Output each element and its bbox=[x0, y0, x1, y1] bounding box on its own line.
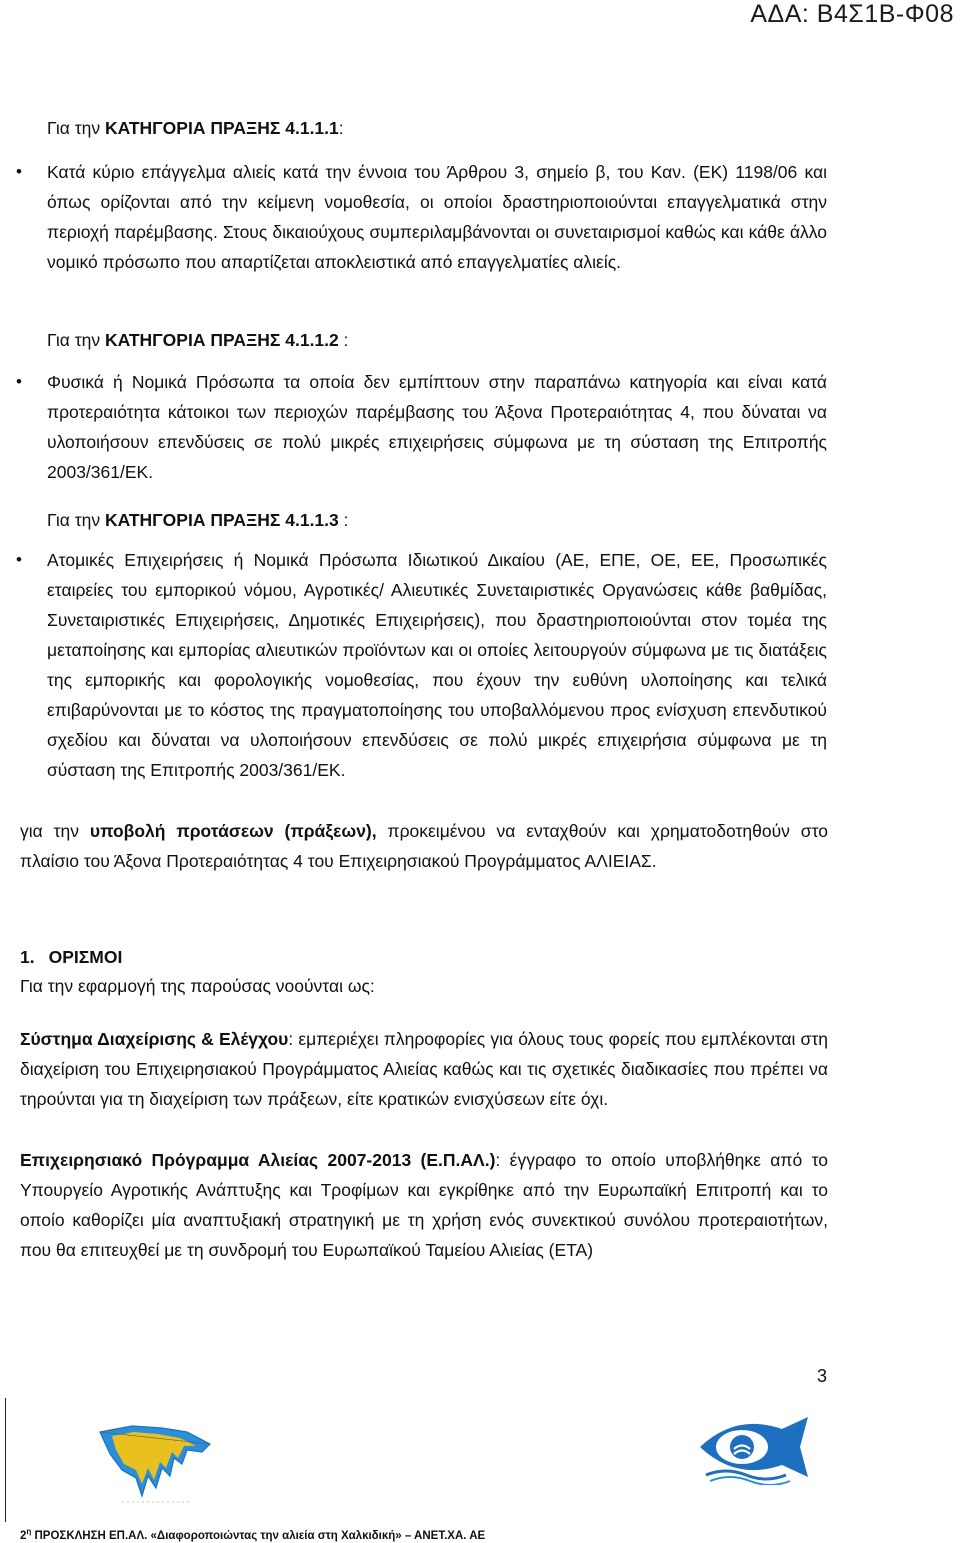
category-text-3: Ατομικές Επιχειρήσεις ή Νομικά Πρόσωπα Ιδιωτικού Δικαίου (ΑΕ, ΕΠΕ, ΟΕ, ΕΕ, Προσωπικές εταιρείες του εμπορικού νόμου, Αγροτικές/ Αλιευτικές Συνεταιριστικές Οργανώσεις κάθε βαθμίδας, Συνεταιριστικές Επιχειρήσεις, Δημοτικές Επιχειρήσεις), που δραστηριοποιούνται στον τομέα της μεταποίησης και εμπορίας αλιευτικών προϊόντων και οι οποίες λειτουργούν σύμφωνα με τις διατάξεις της εμπορικής και φορολογικής νομοθεσίας, που έχουν την ευθύνη υλοποίησης και τελικά επιβαρύνονται με το κόστος της πραγματοποίησης του υποβαλλόμενου προς ενίσχυση επενδυτικού σχεδίου και δύναται να υλοποιήσουν επενδύσεις σε πολύ μικρές επιχειρήσια σύμφωνα με τη σύσταση της Επιτροπής 2003/361/ΕΚ. bbox=[47, 550, 827, 780]
page-number: 3 bbox=[816, 1366, 827, 1386]
bullet-1: • bbox=[16, 162, 22, 181]
chalkidiki-map-logo bbox=[92, 1392, 222, 1522]
category-heading-3: Για την ΚΑΤΗΓΟΡΙΑ ΠΡΑΞΗΣ 4.1.1.3 : bbox=[47, 510, 349, 530]
section-title: 1. ΟΡΙΣΜΟΙ bbox=[20, 947, 123, 967]
bullet-2: • bbox=[16, 372, 22, 391]
category-heading-2: Για την ΚΑΤΗΓΟΡΙΑ ΠΡΑΞΗΣ 4.1.1.2 : bbox=[47, 330, 349, 350]
footer-text: $2^\eta$ ΠΡΟΣΚΛΗΣΗ ΕΠ.ΑΛ. «Διαφοροποιώντας την αλιεία στη Χαλκιδική» – ΑΝΕΤ.ΧΑ. ΑΕ bbox=[20, 1527, 486, 1542]
section-intro: Για την εφαρμογή της παρούσας νοούνται ως: bbox=[20, 976, 375, 996]
footer-vertical-rule bbox=[5, 1398, 6, 1522]
proposal-paragraph: για την υποβολή προτάσεων (πράξεων), προκειμένου να ενταχθούν και χρηματοδοτηθούν στο πλαίσιο του Άξονα Προτεραιότητας 4 του Επιχειρησιακού Προγράμματος ΑΛΙΕΙΑΣ. bbox=[20, 821, 828, 871]
bullet-3: • bbox=[16, 550, 22, 569]
definition-1: Σύστημα Διαχείρισης & Ελέγχου: εμπεριέχει πληροφορίες για όλους τους φορείς που εμπλέκονται στη διαχείριση του Επιχειρησιακού Προγράμματος Αλιείας καθώς και τις σχετικές διαδικασίες που πρέπει να τηρούνται για τη διαχείριση των πράξεων, είτε κρατικών ενισχύσεων είτε όχι. bbox=[20, 1029, 828, 1109]
eye-fish-logo bbox=[696, 1409, 812, 1485]
category-text-1: Κατά κύριο επάγγελμα αλιείς κατά την έννοια του Άρθρου 3, σημείο β, του Καν. (ΕΚ) 1198/06 και όπως ορίζονται από την κείμενη νομοθεσία, οι οποίοι δραστηριοποιούνται επαγγελματικά στην περιοχή παρέμβασης. Στους δικαιούχους συμπεριλαμβάνονται οι συνεταιρισμοί καθώς και κάθε άλλο νομικό πρόσωπο που απαρτίζεται αποκλειστικά από επαγγελματίες αλιείς. bbox=[47, 162, 827, 272]
ada-code: ΑΔΑ: Β4Σ1Β-Φ08 bbox=[750, 0, 954, 28]
category-text-2: Φυσικά ή Νομικά Πρόσωπα τα οποία δεν εμπίπτουν στην παραπάνω κατηγορία και είναι κατά προτεραιότητα κάτοικοι των περιοχών παρέμβασης του Άξονα Προτεραιότητας 4, που δύναται να υλοποιήσουν επενδύσεις σε πολύ μικρές επιχειρήσεις σύμφωνα με τη σύσταση της Επιτροπής 2003/361/ΕΚ. bbox=[47, 372, 827, 482]
definition-2: Επιχειρησιακό Πρόγραμμα Αλιείας 2007-2013 (Ε.Π.ΑΛ.): έγγραφο το οποίο υποβλήθηκε από το Υπουργείο Αγροτικής Ανάπτυξης και Τροφίμων και εγκρίθηκε από την Ευρωπαϊκή Επιτροπή και το οποίο καθορίζει μία αναπτυξιακή στρατηγική με τη χρήση ενός συνεκτικού συνόλου προτεραιοτήτων, που θα επιτευχθεί με τη συνδρομή του Ευρωπαϊκού Ταμείου Αλιείας (ΕΤΑ) bbox=[20, 1150, 828, 1260]
category-heading-1: Για την ΚΑΤΗΓΟΡΙΑ ΠΡΑΞΗΣ 4.1.1.1: bbox=[47, 118, 344, 138]
